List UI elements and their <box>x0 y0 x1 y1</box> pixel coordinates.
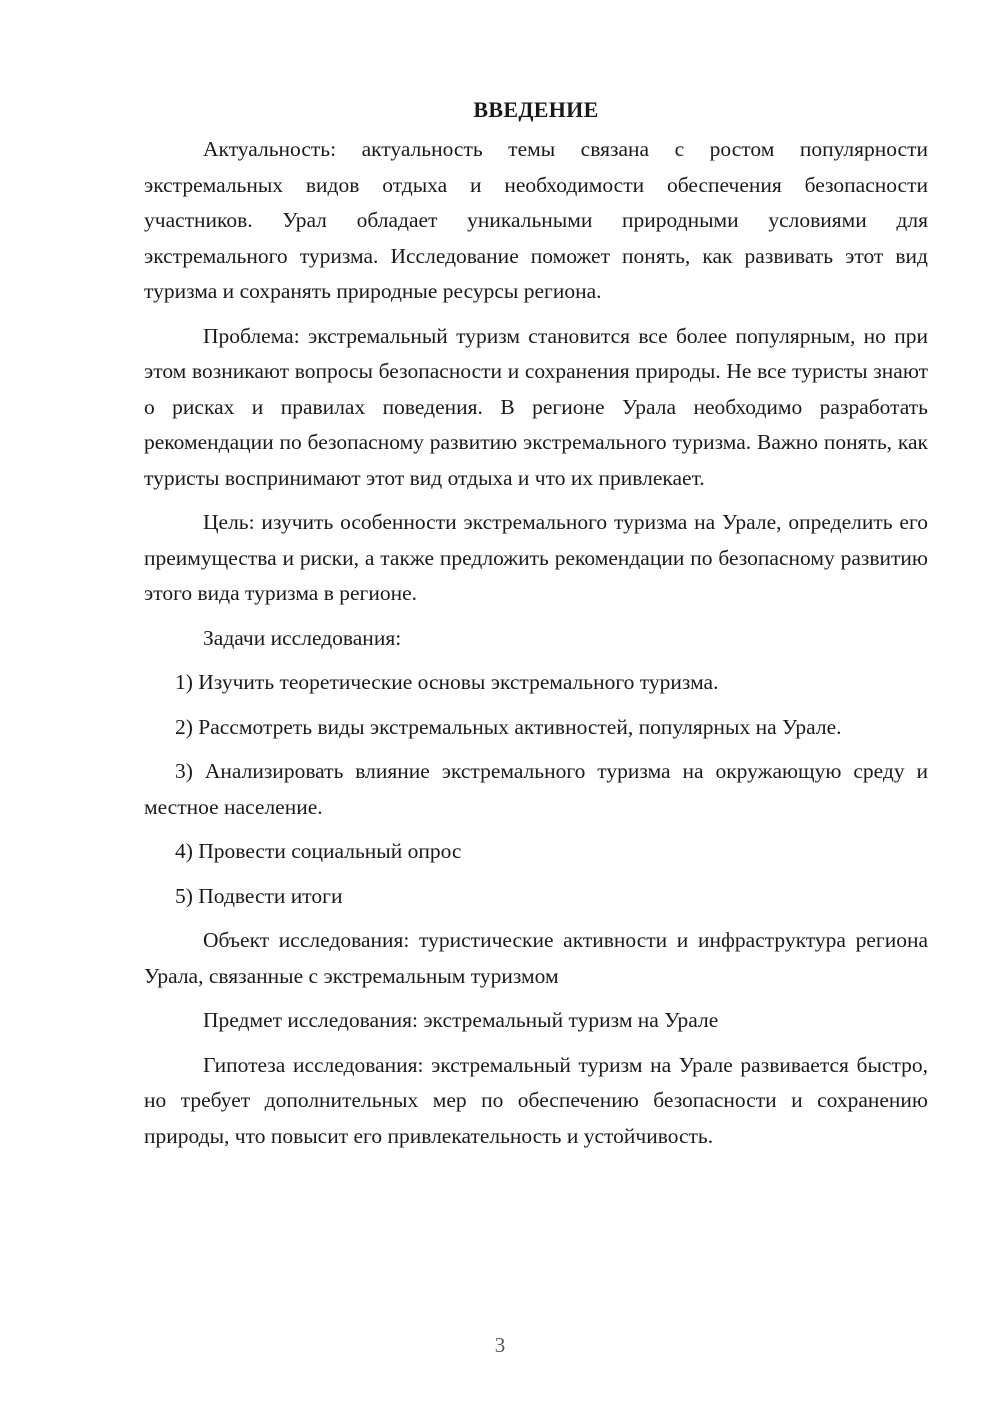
task-item-4: 4) Провести социальный опрос <box>175 839 462 863</box>
problem-paragraph: Проблема: экстремальный туризм становится все более популярным, но при этом возникают вопросы безопасности и сохранения природы. Не все туристы знают о рисках и правилах поведения. В регионе Урала необходимо разработать рекомендации по безопасному развитию экстремального туризма. Важно понять, как туристы воспринимают этот вид отдыха и что их привлекает. <box>144 323 928 490</box>
task-item-2: 2) Рассмотреть виды экстремальных активностей, популярных на Урале. <box>175 714 842 739</box>
hypothesis-paragraph: Гипотеза исследования: экстремальный туризм на Урале развивается быстро, но требует дополнительных мер по обеспечению безопасности и сохранению природы, что повысит его привлекательность и устойчивость. <box>144 1052 928 1148</box>
document-page <box>144 92 928 1163</box>
task-item-1: 1) Изучить теоретические основы экстремального туризма. <box>175 670 719 694</box>
page-title: ВВЕДЕНИЕ <box>473 97 599 122</box>
tasks-list <box>144 665 928 914</box>
object-paragraph: Объект исследования: туристические активности и инфраструктура региона Урала, связанные с экстремальным туризмом <box>144 928 928 988</box>
subject-paragraph: Предмет исследования: экстремальный туризм на Урале <box>203 1008 719 1032</box>
task-item-5: 5) Подвести итоги <box>175 883 343 908</box>
goal-paragraph: Цель: изучить особенности экстремального туризма на Урале, определить его преимущества и риски, а также предложить рекомендации по безопасному развитию этого вида туризма в регионе. <box>144 510 928 605</box>
page-number: 3 <box>494 1333 506 1357</box>
tasks-heading: Задачи исследования: <box>203 625 402 650</box>
relevance-paragraph: Актуальность: актуальность темы связана с ростом популярности экстремальных видов отдыха и необходимости обеспечения безопасности участников. Урал обладает уникальными природными условиями для экстремального туризма. Исследование поможет понять, как развивать этот вид туризма и сохранять природные ресурсы региона. <box>144 137 928 303</box>
task-item-3: 3) Анализировать влияние экстремального туризма на окружающую среду и местное население. <box>144 759 928 819</box>
